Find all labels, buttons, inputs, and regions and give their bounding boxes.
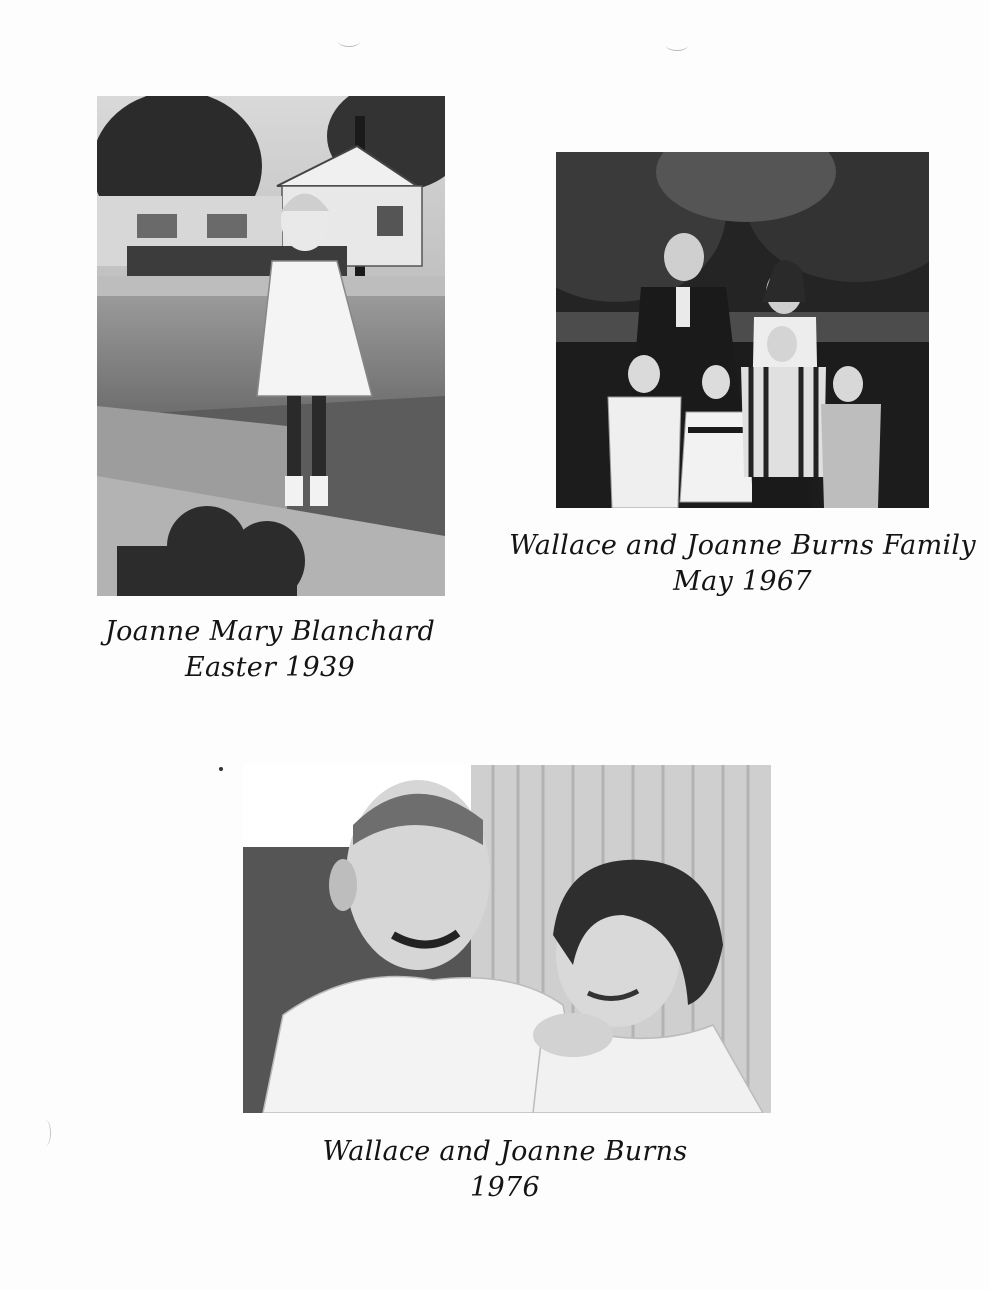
- photo-image: [556, 152, 929, 508]
- photo-image: [97, 96, 445, 596]
- punch-mark: [338, 36, 360, 47]
- caption-date: 1976: [470, 1172, 540, 1203]
- caption-name: Wallace and Joanne Burns: [322, 1136, 688, 1167]
- photo-image: [243, 765, 771, 1113]
- photo-burns-family: [556, 152, 929, 508]
- caption-date: May 1967: [673, 566, 812, 597]
- caption-photo-3: [290, 1134, 720, 1206]
- caption-photo-1: [60, 614, 480, 686]
- caption-name: Wallace and Joanne Burns Family: [509, 530, 976, 561]
- caption-date: Easter 1939: [185, 652, 355, 683]
- caption-name: Joanne Mary Blanchard: [104, 616, 436, 647]
- caption-photo-2: [505, 528, 980, 600]
- punch-mark: [40, 1120, 51, 1146]
- paper-speck: [219, 767, 223, 771]
- punch-mark: [666, 40, 688, 51]
- photo-joanne-mary-blanchard: [97, 96, 445, 596]
- photo-wallace-and-joanne: [243, 765, 771, 1113]
